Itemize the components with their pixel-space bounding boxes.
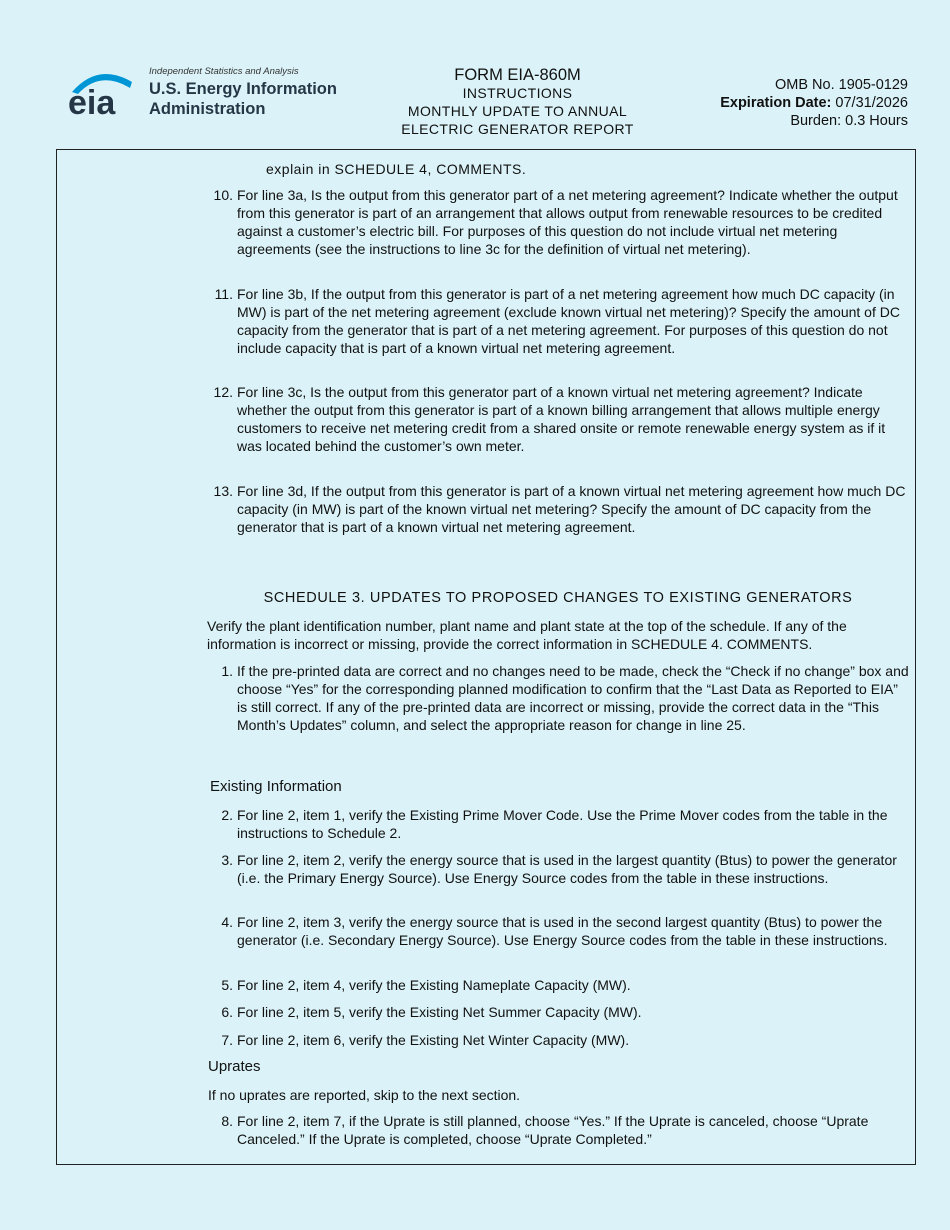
item-text: For line 3d, If the output from this generator is part of a known virtual net metering agreement how much DC capacity (in MW) is part of the known virtual net metering? Specify the amount of DC capacity from the generator that is part of a known virtual net metering agreement.: [237, 483, 906, 535]
list-item: [214, 285, 909, 357]
item-text: For line 2, item 3, verify the energy source that is used in the second largest quantity (Btus) to power the generator (i.e. Secondary Energy Source). Use Energy Source codes from the table in these instructions.: [237, 914, 888, 948]
item-text: For line 3c, Is the output from this generator part of a known virtual net metering agreement? Indicate whether the output from this generator is part of a known billing arrangement that allows multiple energy customers to receive net metering credit from a shared onsite or remote renewable energy system as if it was located behind the customer’s own meter.: [237, 384, 886, 454]
list-item: [221, 806, 909, 842]
item-number: 13.: [213, 483, 233, 499]
form-subtitle-3: ELECTRIC GENERATOR REPORT: [401, 121, 634, 137]
item-text: For line 3a, Is the output from this generator part of a net metering agreement? Indicate whether the output from this generator is part of an arrangement that allows output from renewable resources to be credited against a customer’s electric bill. For purposes of this question do not include virtual net metering agreements (see the instructions to line 3c for the definition of virtual net metering).: [237, 187, 898, 257]
list-item: [213, 482, 909, 536]
item-number: 11.: [214, 286, 233, 302]
org-name-line1: U.S. Energy Information: [149, 80, 337, 98]
schedule3-intro: Verify the plant identification number, plant name and plant state at the top of the schedule. If any of the information is incorrect or missing, provide the correct information in SCHEDULE 4. COMMENTS.: [207, 618, 847, 652]
item-number: 4.: [221, 914, 233, 930]
logo-tagline: Independent Statistics and Analysis: [149, 66, 299, 77]
item-text: For line 2, item 2, verify the energy source that is used in the largest quantity (Btus) to power the generator (i.e. the Primary Energy Source). Use Energy Source codes from the table in these instructions.: [237, 852, 897, 886]
item-text: For line 2, item 6, verify the Existing Net Winter Capacity (MW).: [237, 1032, 630, 1048]
item-number: 2.: [221, 807, 233, 823]
item-number: 6.: [221, 1004, 233, 1020]
list-item: [221, 1031, 909, 1049]
form-title: FORM EIA-860M: [454, 66, 581, 84]
expiration-date: [720, 94, 908, 112]
list-item: [221, 662, 909, 734]
item-text: For line 2, item 1, verify the Existing Prime Mover Code. Use the Prime Mover codes from the table in the instructions to Schedule 2.: [237, 807, 888, 841]
item-number: 10.: [213, 187, 233, 203]
burden: Burden: 0.3 Hours: [790, 113, 908, 129]
list-item: [221, 913, 909, 949]
logo-wordmark: eia: [68, 84, 116, 120]
uprates-intro: If no uprates are reported, skip to the next section.: [208, 1087, 521, 1103]
item-number: 8.: [221, 1113, 233, 1129]
continuation-text: explain in SCHEDULE 4, COMMENTS.: [266, 161, 527, 177]
expiration-value: 07/31/2026: [835, 95, 908, 111]
item-text: If the pre-printed data are correct and no changes need to be made, check the “Check if no change” box and choose “Yes” for the corresponding planned modification to confirm that the “Last Data as Reported to EIA” is still correct. If any of the pre-printed data are incorrect or missing, provide the correct data in the “This Month’s Updates” column, and select the appropriate reason for change in line 25.: [237, 663, 909, 733]
form-title-block: [350, 66, 685, 138]
item-text: For line 2, item 5, verify the Existing Net Summer Capacity (MW).: [237, 1004, 642, 1020]
item-number: 3.: [221, 852, 233, 868]
item-text: For line 3b, If the output from this generator is part of a net metering agreement how much DC capacity (in MW) is part of the net metering agreement (exclude known virtual net metering)? Specify the amount of DC capacity from the generator that is part of a net metering agreement. For purposes of this question do not include capacity that is part of a known virtual net metering agreement.: [237, 286, 900, 356]
eia-logo-icon: [68, 68, 138, 120]
item-number: 1.: [221, 663, 233, 679]
item-number: 5.: [221, 977, 233, 993]
item-number: 12.: [213, 384, 233, 400]
item-text: For line 2, item 4, verify the Existing Nameplate Capacity (MW).: [237, 977, 631, 993]
omb-number: OMB No. 1905-0129: [775, 77, 908, 93]
list-item: [221, 976, 909, 994]
omb-info: [720, 76, 908, 130]
list-item: [221, 1003, 909, 1021]
list-item: [221, 1112, 909, 1148]
content-box: [56, 149, 916, 1165]
list-item: [213, 186, 909, 258]
expiration-label: Expiration Date:: [720, 95, 832, 111]
list-item: [213, 383, 909, 455]
existing-info-heading: Existing Information: [210, 778, 342, 795]
org-name-line2: Administration: [149, 100, 266, 118]
list-item: [221, 851, 909, 887]
item-number: 7.: [221, 1032, 233, 1048]
form-subtitle-1: INSTRUCTIONS: [462, 85, 573, 101]
schedule3-heading: SCHEDULE 3. UPDATES TO PROPOSED CHANGES TO EXISTING GENERATORS: [263, 590, 853, 606]
item-text: For line 2, item 7, if the Uprate is still planned, choose “Yes.” If the Uprate is canceled, choose “Uprate Canceled.” If the Uprate is completed, choose “Uprate Completed.”: [237, 1113, 869, 1147]
eia-logo: [68, 66, 358, 122]
uprates-heading: Uprates: [208, 1058, 261, 1075]
form-subtitle-2: MONTHLY UPDATE TO ANNUAL: [407, 103, 628, 119]
